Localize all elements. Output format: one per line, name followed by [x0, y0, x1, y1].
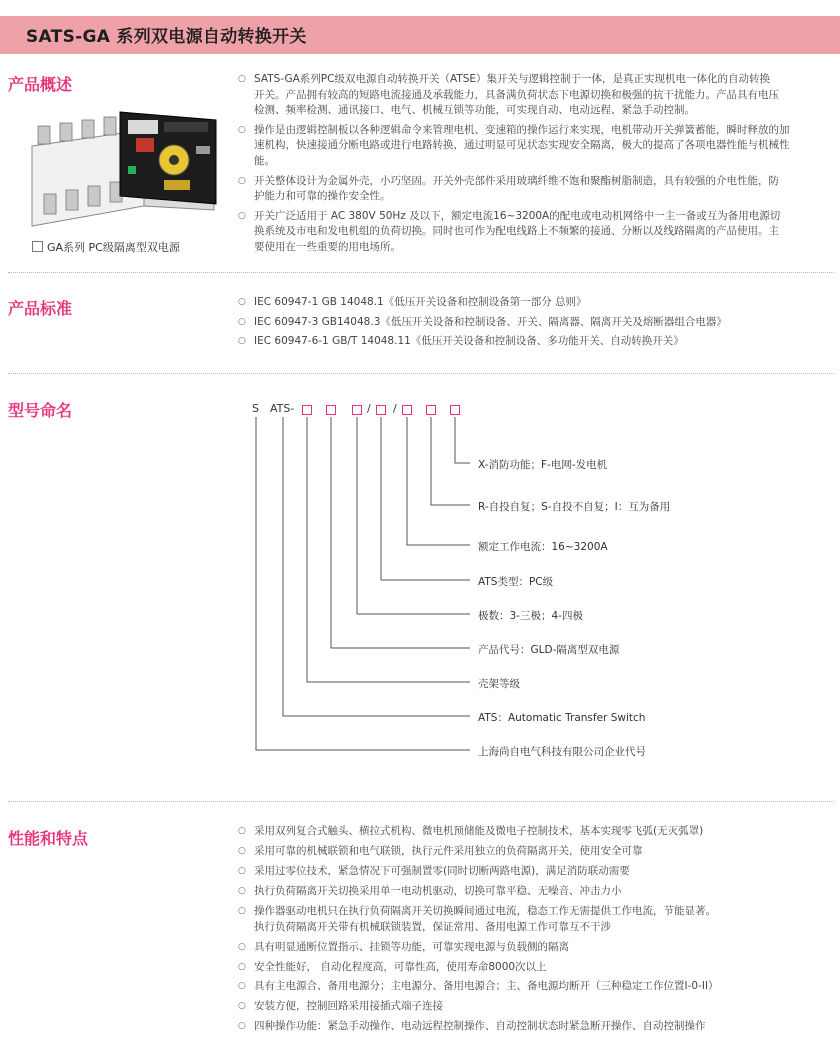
model-label: 上海尚自电气科技有限公司企业代号 [478, 746, 646, 758]
circle-bullet-icon: ○ [238, 845, 246, 856]
circle-bullet-icon: ○ [238, 175, 246, 186]
circle-bullet-icon: ○ [238, 297, 246, 307]
circle-bullet-icon: ○ [238, 885, 246, 896]
circle-bullet-icon: ○ [238, 210, 246, 221]
model-prefix: S [252, 402, 259, 415]
list-item: ○ IEC 60947-6-1 GB/T 14048.11《低压开关设备和控制设备、多功能开关、自动转换开关》 [238, 335, 684, 348]
model-ats: ATS- [270, 402, 295, 415]
model-label: ATS类型：PC级 [478, 576, 554, 588]
list-item: ○ 开关整体设计为金属外壳，小巧坚固。开关外壳部件采用玻璃纤维不饱和聚酯树脂制造，具有较强的介电性能，防 护能力和可靠的操作安全性。 [238, 174, 779, 203]
list-item: ○ 操作器驱动电机只在执行负荷隔离开关切换瞬间通过电流，稳态工作无需提供工作电流，节能显著。 执行负荷隔离开关带有机械联锁装置，保证常用、备用电源工作可靠互不干涉 [238, 904, 716, 933]
divider [8, 801, 834, 802]
list-item: ○ 执行负荷隔离开关切换采用单一电动机驱动，切换可靠平稳、无噪音、冲击力小 [236, 884, 836, 900]
list-item: ○ 四种操作功能：紧急手动操作、电动远程控制操作、自动控制状态时紧急断开操作、自动控制操作 [236, 1019, 836, 1035]
list-item: ○ 采用可靠的机械联锁和电气联锁，执行元件采用独立的负荷隔离开关，使用安全可靠 [236, 844, 836, 860]
model-label: ATS：Automatic Transfer Switch [478, 712, 646, 724]
list-item: ○ 操作是由逻辑控制板以各种逻辑命令来管理电机、变速箱的操作运行来实现，电机带动开关弹簧蓄能，瞬时释放的加 速机构，快速接通分断电路或进行电路转换，通过明显可见状态实现安全隔离，极大的提高了各项电器性能与机械性 能。 [238, 123, 790, 167]
list-item: ○ 具有主电源合、备用电源分；主电源分、备用电源合；主、备电源均断开（三种稳定工作位置I-0-II） [236, 979, 836, 995]
circle-bullet-icon: ○ [238, 865, 246, 876]
circle-bullet-icon: ○ [238, 1001, 246, 1012]
list-item: ○ 开关广泛适用于 AC 380V 50Hz 及以下，额定电流16~3200A的配电或电动机网络中一主一备或互为备用电源切 换系统及市电和发电机组的负荷切换。同时也可作为配电线路上不频繁的接通、分断以及线路隔离的产品使用。主 要使用在一些重要的用电场所。 [238, 209, 781, 253]
section-title-model: 型号命名 [8, 401, 73, 420]
model-slash: / [367, 402, 371, 415]
circle-bullet-icon: ○ [238, 316, 246, 327]
list-item: ○ 采用过零位技术，紧急情况下可强制置零(同时切断两路电源)，满足消防联动需要 [236, 864, 836, 880]
page-title: SATS-GA 系列双电源自动转换开关 [26, 27, 307, 47]
model-label: 极数：3-三极；4-四极 [478, 610, 583, 622]
list-item: ○ SATS-GA系列PC级双电源自动转换开关（ATSE）集开关与逻辑控制于一体，是真正实现机电一体化的自动转换 开关。产品拥有较高的短路电流接通及承载能力，具备满负荷状态下电源切换和极强的抗干扰能力。产品具有电压 检测、频率检测、通讯接口、电气、机械互锁等功能，可实现自动、电动远程、紧急手动控制。 [238, 73, 779, 117]
circle-bullet-icon: ○ [238, 826, 246, 836]
circle-bullet-icon: ○ [238, 1021, 246, 1032]
circle-bullet-icon: ○ [238, 74, 246, 84]
model-label: 壳架等级 [478, 678, 520, 690]
list-item: ○ IEC 60947-1 GB 14048.1《低压开关设备和控制设备第一部分 总则》 [238, 296, 587, 308]
circle-bullet-icon: ○ [238, 124, 246, 135]
section-title-standards: 产品标准 [8, 299, 73, 318]
model-label: 额定工作电流：16~3200A [478, 541, 608, 553]
circle-bullet-icon: ○ [238, 941, 246, 952]
circle-bullet-icon: ○ [238, 981, 246, 992]
model-label: R-自投自复；S-自投不自复；I：互为备用 [478, 501, 671, 513]
model-label: X-消防功能；F-电网-发电机 [478, 459, 608, 471]
features-list [236, 824, 836, 1039]
circle-bullet-icon: ○ [238, 336, 246, 347]
section-title-features: 性能和特点 [8, 829, 89, 848]
list-item: ○ 采用双列复合式触头、横拉式机构、微电机预储能及微电子控制技术，基本实现零飞弧(无灭弧罩) [236, 824, 836, 840]
circle-bullet-icon: ○ [238, 961, 246, 972]
list-item: ○ 具有明显通断位置指示、挂锁等功能，可靠实现电源与负载侧的隔离 [236, 940, 836, 956]
model-slash: / [393, 402, 397, 415]
image-caption: GA系列 PC级隔离型双电源 [32, 239, 180, 255]
circle-bullet-icon: ○ [238, 905, 246, 916]
section-title-overview: 产品概述 [8, 75, 73, 94]
list-item: ○ 安装方便，控制回路采用接插式端子连接 [236, 999, 836, 1015]
model-label: 产品代号：GLD-隔离型双电源 [478, 644, 620, 656]
list-item: ○ 安全性能好， 自动化程度高，可靠性高，使用寿命8000次以上 [236, 960, 836, 976]
list-item: ○ IEC 60947-3 GB14048.3《低压开关设备和控制设备、开关、隔离器、隔离开关及熔断器组合电器》 [238, 315, 727, 328]
